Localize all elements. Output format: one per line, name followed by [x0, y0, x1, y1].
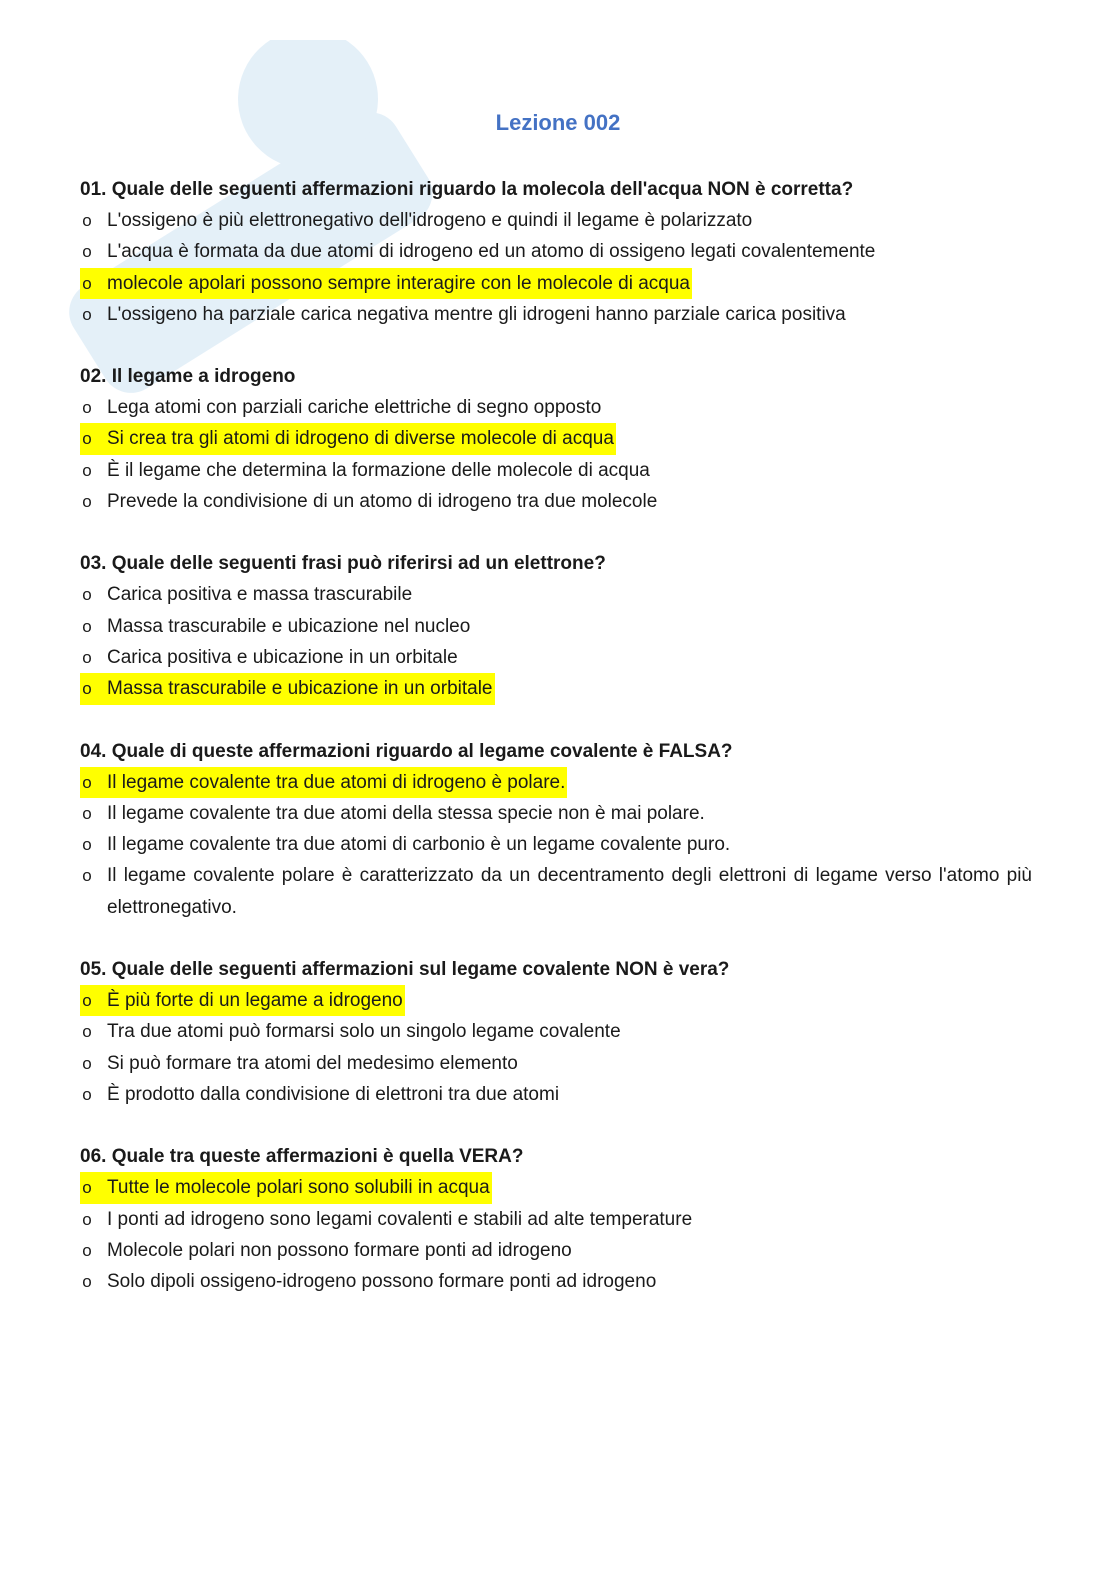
- answer-option: [80, 392, 1032, 423]
- option-text: Carica positiva e ubicazione in un orbitale: [107, 646, 458, 668]
- answer-option: [80, 1048, 1032, 1079]
- option-text: Si può formare tra atomi del medesimo elemento: [107, 1052, 518, 1074]
- bullet-icon: o: [82, 304, 92, 324]
- answer-option: [80, 642, 1032, 673]
- answer-option: [80, 829, 1032, 860]
- option-text: Il legame covalente tra due atomi della stessa specie non è mai polare.: [107, 802, 705, 824]
- option-text: Massa trascurabile e ubicazione in un orbitale: [107, 678, 493, 700]
- question-04: [80, 736, 1032, 923]
- answer-option: [80, 579, 1032, 610]
- question-06: [80, 1141, 1032, 1297]
- option-text: Il legame covalente tra due atomi di carbonio è un legame covalente puro.: [107, 834, 731, 856]
- option-text: È più forte di un legame a idrogeno: [107, 990, 403, 1012]
- bullet-icon: o: [82, 1053, 92, 1073]
- answer-option: [80, 299, 1032, 330]
- answer-option: [80, 205, 1032, 236]
- option-text: L'ossigeno ha parziale carica negativa mentre gli idrogeni hanno parziale carica positiva: [107, 303, 846, 325]
- bullet-icon: o: [82, 1178, 92, 1198]
- bullet-icon: o: [82, 1209, 92, 1229]
- answer-option: [80, 1079, 1032, 1110]
- page-title: Lezione 002: [495, 110, 621, 135]
- answer-option-highlighted: [80, 767, 1032, 798]
- bullet-icon: o: [82, 835, 92, 855]
- answer-option-highlighted: [80, 985, 1032, 1016]
- bullet-icon: o: [82, 991, 92, 1011]
- option-text: Il legame covalente tra due atomi di idrogeno è polare.: [107, 771, 566, 793]
- bullet-icon: o: [82, 1022, 92, 1042]
- bullet-icon: o: [82, 492, 92, 512]
- answer-option: [80, 486, 1032, 517]
- answer-option: [80, 455, 1032, 486]
- question-02: [80, 361, 1032, 517]
- bullet-icon: o: [82, 211, 92, 230]
- option-text: Si crea tra gli atomi di idrogeno di diverse molecole di acqua: [107, 428, 614, 450]
- option-text: molecole apolari possono sempre interagire con le molecole di acqua: [107, 272, 690, 294]
- option-text: L'acqua è formata da due atomi di idrogeno ed un atomo di ossigeno legati covalentemente: [107, 241, 876, 263]
- answer-option: [80, 1016, 1032, 1047]
- option-text: Il legame covalente polare è caratterizzato da un decentramento degli elettroni di legame verso l'atomo più elettronegativo.: [107, 865, 1032, 918]
- answer-option-highlighted: [80, 1172, 1032, 1203]
- bullet-icon: o: [82, 1084, 92, 1104]
- option-text: I ponti ad idrogeno sono legami covalenti e stabili ad alte temperature: [107, 1208, 693, 1230]
- option-text: Prevede la condivisione di un atomo di idrogeno tra due molecole: [107, 491, 658, 513]
- bullet-icon: o: [82, 398, 92, 418]
- bullet-icon: o: [82, 585, 92, 605]
- option-text: Tutte le molecole polari sono solubili in acqua: [107, 1177, 490, 1199]
- bullet-icon: o: [82, 460, 92, 480]
- bullet-icon: o: [82, 616, 92, 636]
- option-text: L'ossigeno è più elettronegativo dell'idrogeno e quindi il legame è polarizzato: [107, 210, 753, 231]
- question-03: [80, 548, 1032, 704]
- option-text: Carica positiva e massa trascurabile: [107, 584, 413, 606]
- option-text: Lega atomi con parziali cariche elettriche di segno opposto: [107, 397, 602, 419]
- question-text: 03. Quale delle seguenti frasi può riferirsi ad un elettrone?: [80, 553, 606, 575]
- bullet-icon: o: [82, 866, 92, 886]
- option-text: Molecole polari non possono formare ponti ad idrogeno: [107, 1239, 572, 1261]
- bullet-icon: o: [82, 1240, 92, 1260]
- question-05: [80, 954, 1032, 1110]
- question-text: 04. Quale di queste affermazioni riguardo al legame covalente è FALSA?: [80, 740, 733, 762]
- answer-option: [80, 1235, 1032, 1266]
- answer-option: [80, 1204, 1032, 1235]
- question-text: 01. Quale delle seguenti affermazioni riguardo la molecola dell'acqua NON è corretta?: [80, 179, 854, 200]
- bullet-icon: o: [82, 273, 92, 293]
- bullet-icon: o: [82, 679, 92, 699]
- bullet-icon: o: [82, 242, 92, 262]
- option-text: Massa trascurabile e ubicazione nel nucleo: [107, 615, 471, 637]
- bullet-icon: o: [82, 1272, 92, 1292]
- option-text: Tra due atomi può formarsi solo un singolo legame covalente: [107, 1021, 621, 1043]
- answer-option: [80, 860, 1032, 923]
- question-01: [80, 174, 1032, 330]
- option-text: È il legame che determina la formazione delle molecole di acqua: [107, 459, 650, 481]
- answer-option: [80, 798, 1032, 829]
- answer-option: [80, 236, 1032, 267]
- option-text: Solo dipoli ossigeno-idrogeno possono formare ponti ad idrogeno: [107, 1271, 657, 1293]
- question-text: 02. Il legame a idrogeno: [80, 366, 296, 388]
- bullet-icon: o: [82, 803, 92, 823]
- question-text: 06. Quale tra queste affermazioni è quella VERA?: [80, 1146, 524, 1168]
- question-list: [80, 174, 1032, 1328]
- bullet-icon: o: [82, 647, 92, 667]
- answer-option: [80, 611, 1032, 642]
- bullet-icon: o: [82, 429, 92, 449]
- answer-option-highlighted: [80, 268, 1032, 299]
- question-text: 05. Quale delle seguenti affermazioni sul legame covalente NON è vera?: [80, 959, 730, 981]
- answer-option-highlighted: [80, 423, 1032, 454]
- option-text: È prodotto dalla condivisione di elettroni tra due atomi: [107, 1083, 560, 1105]
- answer-option-highlighted: [80, 673, 1032, 704]
- bullet-icon: o: [82, 772, 92, 792]
- answer-option: [80, 1266, 1032, 1297]
